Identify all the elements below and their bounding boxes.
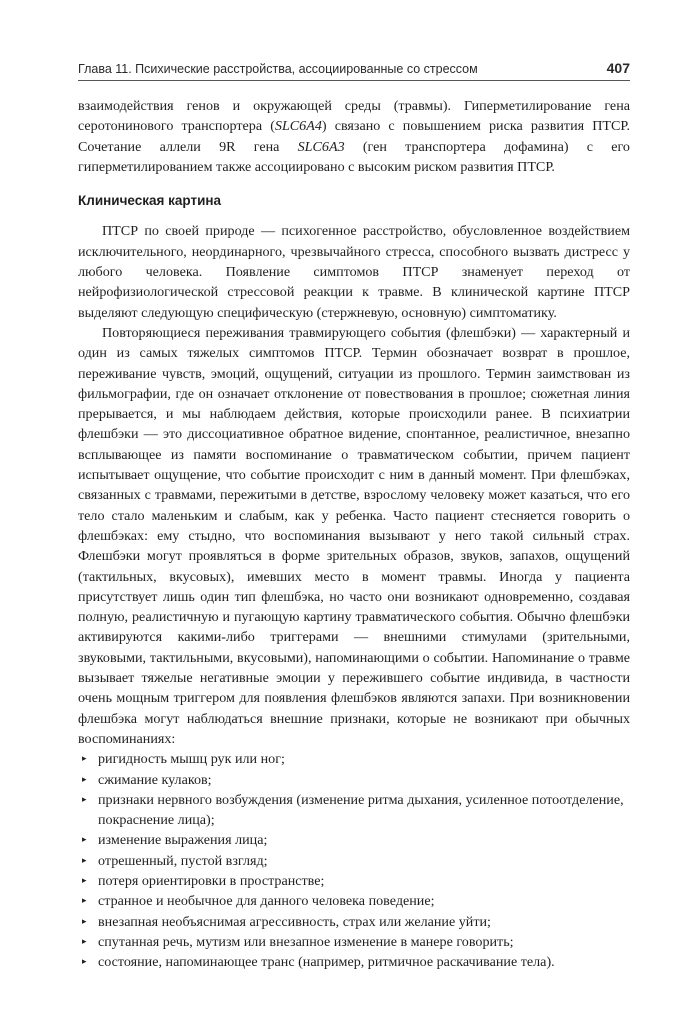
list-item bbox=[78, 851, 630, 871]
list-item-text: странное и необычное для данного человека поведение; bbox=[98, 893, 435, 910]
list-item bbox=[78, 749, 630, 769]
intro-text-2: ) связано с повышением риска развития ПТСР. Сочетание аллели 9R гена bbox=[78, 118, 630, 155]
bullet-arrow-icon: ▸ bbox=[82, 774, 87, 785]
paragraph-ptsd-nature: ПТСР по своей природе — психогенное расстройство, обусловленное воздействием исключительного, неординарного, чрезвычайного стресса, способного вызвать дистресс у любого человека. Появление симптомов ПТСР знаменует переход от нейрофизиологической стрессовой реакции к травме. В клинической картине ПТСР выделяют следующую специфическую (стержневую, основную) симптоматику. bbox=[78, 223, 630, 321]
list-item bbox=[78, 932, 630, 952]
running-head bbox=[78, 60, 630, 81]
paragraph-flashbacks: Повторяющиеся переживания травмирующего события (флешбэки) — характерный и один из самых тяжелых симптомов ПТСР. Термин обозначает возврат в прошлое, переживание чувств, эмоций, ощущений, ситуации из прошлого. Термин заимствован из фильмографии, где он означает отклонение от повествования в прошлое; сюжетная линия прерывается, и мы наблюдаем действия, которые происходили ранее. В психиатрии флешбэки — это диссоциативное обратное видение, спонтанное, реалистичное, внезапно всплывающее из памяти воспоминание о травматическом событии, причем пациент испытывает ощущение, что событие происходит с ним в данный момент. При флешбэках, связанных с травмами, пережитыми в детстве, взрослому человеку может казаться, что его тело стало маленьким и слабым, как у ребенка. Часто пациент стесняется говорить о флешбэках: ему стыдно, что воспоминания вызывают у него такой сильный страх. Флешбэки могут проявляться в форме зрительных образов, звуков, запахов, ощущений (тактильных, вкусовых), имевших место в момент травмы. Иногда у пациента присутствует лишь один тип флешбэка, но часто они возникают одновременно, создавая полную, реалистичную и пугающую картину травматического события. Обычно флешбэки активируются какими-либо триггерами — внешними стимулами (зрительными, звуковыми, тактильными, вкусовыми), напоминающими о событии. Напоминание о травме вызывает тяжелые негативные эмоции у пережившего событие индивида, в частности очень мощным триггером для появления флешбэков являются запахи. При возникновении флешбэка могут наблюдаться внешние признаки, которые не возникают при обычных воспоминаниях: bbox=[78, 324, 630, 747]
list-item-text: внезапная необъяснимая агрессивность, страх или желание уйти; bbox=[98, 913, 491, 930]
list-item-text: ригидность мышц рук или ног; bbox=[98, 751, 285, 768]
list-item-text: потеря ориентировки в пространстве; bbox=[98, 872, 325, 889]
list-item-text: состояние, напоминающее транс (например, ритмичное раскачивание тела). bbox=[98, 954, 555, 971]
list-item bbox=[78, 952, 630, 972]
list-item-text: отрешенный, пустой взгляд; bbox=[98, 852, 268, 869]
list-item-text: спутанная речь, мутизм или внезапное изменение в манере говорить; bbox=[98, 933, 514, 950]
list-item bbox=[78, 891, 630, 911]
list-item bbox=[78, 871, 630, 891]
gene-name: SLC6A3 bbox=[297, 138, 345, 155]
list-item bbox=[78, 830, 630, 850]
list-item bbox=[78, 912, 630, 932]
bullet-arrow-icon: ▸ bbox=[82, 875, 87, 886]
intro-text-1: взаимодействия генов и окружающей среды (травмы). Гиперметилирование гена серотонинового транспортера ( bbox=[78, 98, 630, 135]
chapter-title: Глава 11. Психические расстройства, ассоциированные со стрессом bbox=[78, 62, 478, 76]
bullet-arrow-icon: ▸ bbox=[82, 916, 87, 927]
bullet-arrow-icon: ▸ bbox=[82, 835, 87, 846]
intro-text-3: (ген транспортера дофамина) с его гиперметилированием также ассоциировано с высоким риском развития ПТСР. bbox=[78, 138, 630, 175]
list-item-text: изменение выражения лица; bbox=[98, 832, 268, 849]
page-number: 407 bbox=[606, 60, 630, 76]
list-item bbox=[78, 770, 630, 790]
intro-paragraph bbox=[78, 96, 630, 177]
bullet-arrow-icon: ▸ bbox=[82, 754, 87, 765]
list-item-text: сжимание кулаков; bbox=[98, 771, 212, 788]
section-title: Клиническая картина bbox=[78, 193, 222, 209]
page-body bbox=[78, 96, 630, 972]
bullet-arrow-icon: ▸ bbox=[82, 855, 87, 866]
list-item-text: признаки нервного возбуждения (изменение ритма дыхания, усиленное потоотделение, покраснение лица); bbox=[98, 791, 624, 829]
bullet-arrow-icon: ▸ bbox=[82, 794, 87, 805]
bullet-arrow-icon: ▸ bbox=[82, 936, 87, 947]
list-item bbox=[78, 790, 630, 831]
bullet-arrow-icon: ▸ bbox=[82, 896, 87, 907]
gene-name: SLC6A4 bbox=[274, 118, 322, 135]
symptom-list bbox=[78, 749, 630, 972]
bullet-arrow-icon: ▸ bbox=[82, 957, 87, 968]
